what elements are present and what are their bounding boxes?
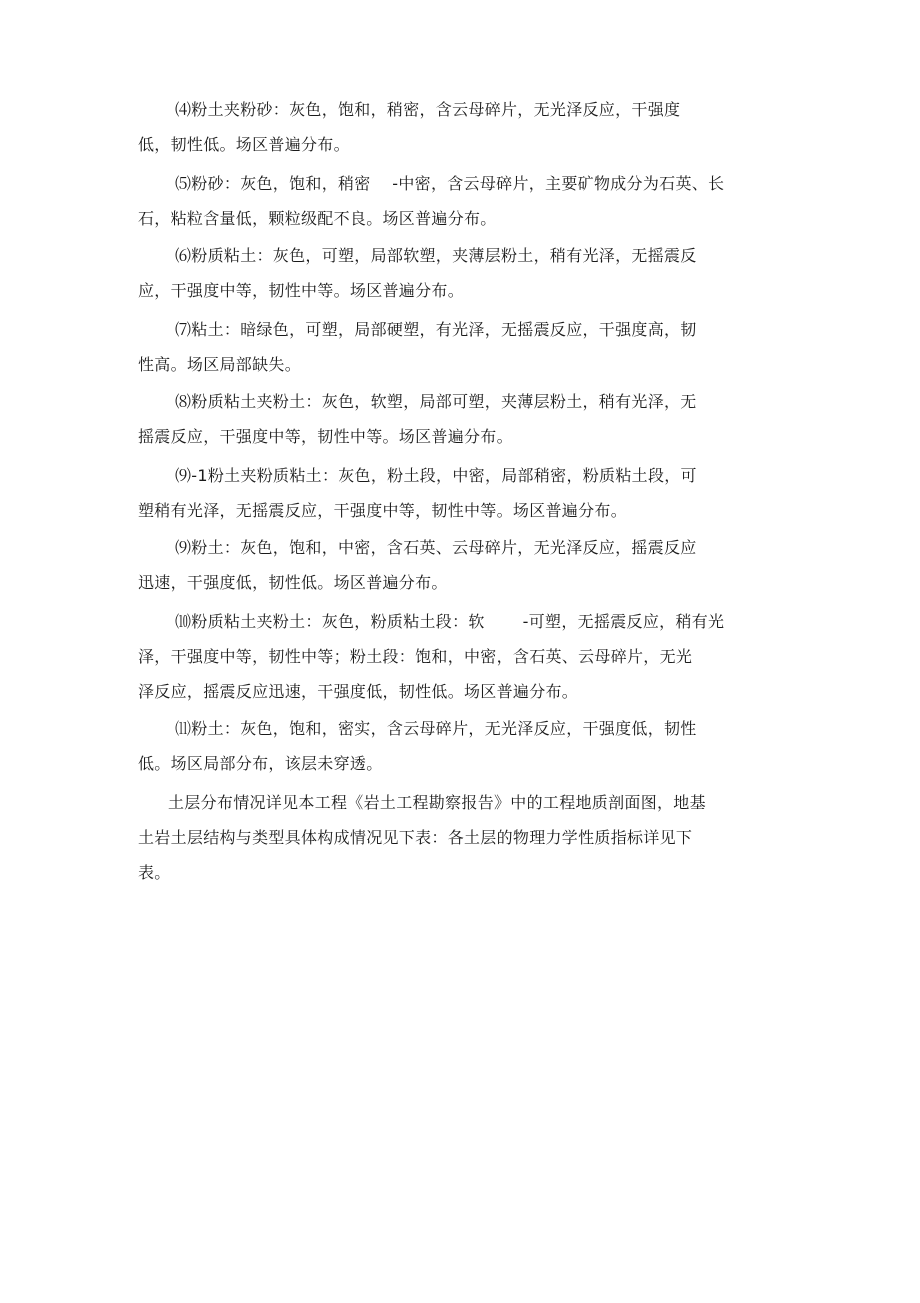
- paragraph-line: 泽，干强度中等，韧性中等；粉土段：饱和，中密，含石英、云母碎片，无光: [138, 647, 693, 666]
- paragraph-line: 土岩土层结构与类型具体构成情况见下表：各土层的物理力学性质指标详见下: [138, 828, 693, 847]
- paragraph-line: 应，干强度中等，韧性中等。场区普遍分布。: [138, 281, 465, 300]
- paragraph-layer-10: [138, 604, 778, 709]
- paragraph-line: 石，粘粒含量低，颗粒级配不良。场区普遍分布。: [138, 209, 497, 228]
- paragraph-layer-7: [138, 312, 778, 382]
- paragraph-layer-5: [138, 166, 778, 236]
- paragraph-layer-9: [138, 530, 778, 600]
- paragraph-line: ⑽粉质粘土夹粉土：灰色，粉质粘土段：软 -可塑，无摇震反应，稍有光: [175, 612, 725, 631]
- paragraph-layer-9-1: [138, 458, 778, 528]
- paragraph-line: 土层分布情况详见本工程《岩土工程勘察报告》中的工程地质剖面图，地基: [168, 793, 706, 812]
- paragraph-line: ⑹粉质粘土：灰色，可塑，局部软塑，夹薄层粉土，稍有光泽，无摇震反: [175, 246, 697, 265]
- paragraph-line: 性高。场区局部缺失。: [138, 355, 302, 374]
- paragraph-line: ⑺粘土：暗绿色，可塑，局部硬塑，有光泽，无摇震反应，干强度高，韧: [175, 320, 697, 339]
- paragraph-line: ⑸粉砂：灰色，饱和，稍密 -中密，含云母碎片，主要矿物成分为石英、长: [175, 174, 725, 193]
- paragraph-summary: [138, 785, 778, 890]
- paragraph-line: ⑷粉土夹粉砂：灰色，饱和，稍密，含云母碎片，无光泽反应，干强度: [175, 100, 681, 119]
- paragraph-layer-6: [138, 238, 778, 308]
- paragraph-line: ⑼-1粉土夹粉质粘土：灰色，粉土段，中密，局部稍密，粉质粘土段，可: [175, 466, 697, 485]
- paragraph-line: 摇震反应，干强度中等，韧性中等。场区普遍分布。: [138, 427, 513, 446]
- paragraph-layer-8: [138, 384, 778, 454]
- paragraph-line: 迅速，干强度低，韧性低。场区普遍分布。: [138, 573, 448, 592]
- paragraph-line: ⑾粉土：灰色，饱和，密实，含云母碎片，无光泽反应，干强度低，韧性: [175, 719, 697, 738]
- paragraph-line: 表。: [138, 863, 171, 882]
- paragraph-line: ⑻粉质粘土夹粉土：灰色，软塑，局部可塑，夹薄层粉土，稍有光泽，无: [175, 392, 697, 411]
- document-body: [138, 92, 778, 890]
- paragraph-line: ⑼粉土：灰色，饱和，中密，含石英、云母碎片，无光泽反应，摇震反应: [175, 538, 697, 557]
- paragraph-line: 低，韧性低。场区普遍分布。: [138, 135, 350, 154]
- paragraph-layer-11: [138, 711, 778, 781]
- paragraph-layer-4: [138, 92, 778, 162]
- paragraph-line: 塑稍有光泽，无摇震反应，干强度中等，韧性中等。场区普遍分布。: [138, 501, 628, 520]
- paragraph-line: 泽反应，摇震反应迅速，干强度低，韧性低。场区普遍分布。: [138, 682, 579, 701]
- paragraph-line: 低。场区局部分布，该层未穿透。: [138, 754, 383, 773]
